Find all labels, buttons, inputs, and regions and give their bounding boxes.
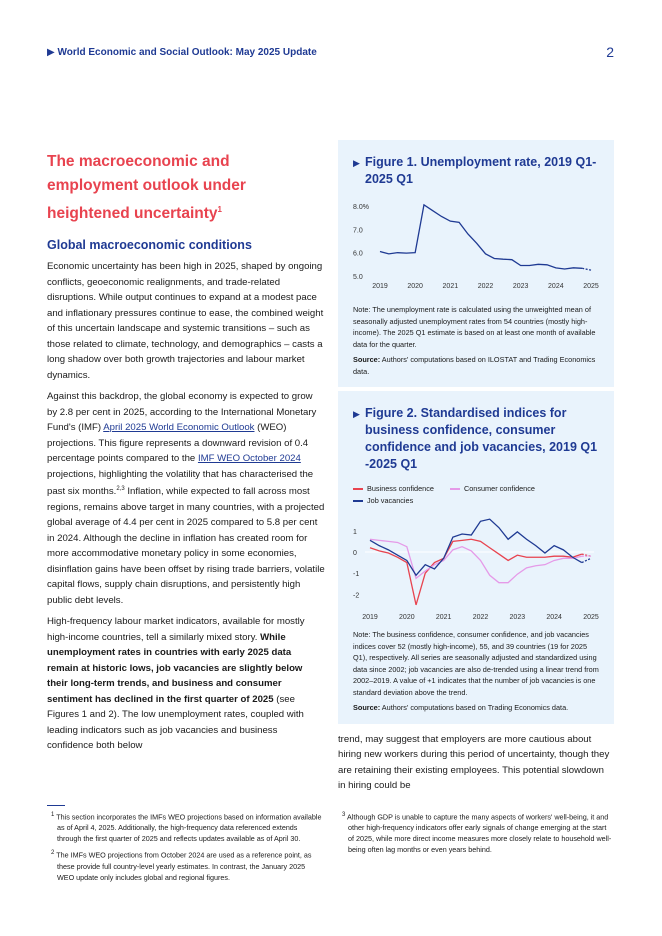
legend-item — [353, 484, 434, 493]
series-estimate-segment — [582, 268, 591, 270]
source-text: Authors' computations based on ILOSTAT and Trading Economics data. — [353, 355, 596, 376]
x-tick-label: 2024 — [548, 283, 564, 290]
left-column — [47, 150, 325, 760]
y-tick-label: 1 — [353, 528, 357, 536]
footnote-text: Although GDP is unable to capture the many aspects of workers' well-being, it and other high-frequency indicators offer early signals of change emerging at the start of 2025, while more direct income measures more closely relate to household well-being often lag months or even years behind. — [346, 812, 612, 855]
series-line-job-vacancies — [370, 519, 582, 575]
figure-2-note: Note: The business confidence, consumer confidence, and job vacancies indices cover 52 (mostly high-income), 55, and 39 countries (19 for 2025 Q1), respectively. All series are seasonally adjusted and standardized using data since 2002; job vacancies are also de-trended using a linear trend from 2002–2019. A value of +1 indicates that the number of job vacancies is one standard deviation above the trend. — [353, 630, 599, 697]
bold-text: While unemployment rates in countries with early 2025 data remain at historic lows, job vacancies are slightly below their long-term trends, and business and consumer sentiment has declined in the first quarter of 2025 — [47, 631, 303, 705]
x-tick-label: 2020 — [399, 614, 415, 621]
section-title-text: The macroeconomic and employment outlook under heightened uncertainty — [47, 153, 246, 223]
footnotes-left — [47, 810, 322, 887]
footnote-number: 1 — [51, 812, 55, 818]
y-tick-label: 5.0 — [353, 274, 363, 281]
x-tick-label: 2025 — [583, 614, 599, 621]
source-label: Source: — [353, 355, 381, 364]
footnote-text: The IMFs WEO projections from October 2024 are used as a reference point, as these provide full country-level yearly estimates. In contrast, the January 2025 WEO update only includes global and regional figures. — [56, 850, 312, 882]
footnote-divider — [47, 805, 65, 806]
series-line-unemployment-rate — [380, 205, 582, 269]
header-title: World Economic and Social Outlook: May 2025 Update — [57, 47, 317, 58]
x-tick-label: 2023 — [512, 283, 529, 290]
footnote-number: 3 — [342, 812, 346, 818]
y-tick-label: -2 — [353, 592, 360, 600]
figure-2-source — [353, 702, 600, 714]
page-number: 2 — [606, 44, 614, 60]
section-title — [47, 150, 325, 226]
figure-2-chart — [353, 511, 603, 623]
legend-label: Business confidence — [367, 484, 434, 493]
legend-swatch — [353, 488, 363, 490]
figure-1-note: Note: The unemployment rate is calculated using the unweighted mean of seasonally adjusted unemployment rates from 54 countries (mostly high-income). The 2025 Q1 estimate is based on at least one month of available data for the quarter. — [353, 305, 596, 349]
subsection-title: Global macroeconomic conditions — [47, 238, 252, 253]
text: High-frequency labour market indicators, available for mostly high-income countries, tell a similarly mixed story. — [47, 616, 305, 643]
x-tick-label: 2024 — [546, 614, 562, 621]
footnote-3 — [338, 810, 613, 855]
figure-1-source — [353, 354, 600, 377]
x-tick-label: 2021 — [442, 283, 459, 290]
x-tick-label: 2022 — [472, 614, 489, 621]
text: projections, highlighting the volatility that has characterised the past six months. — [47, 468, 314, 498]
paragraph: trend, may suggest that employers are more cautious about hiring new workers during this period of uncertainty, though they are retaining their existing employees. This potential slowdown in hiring could be — [338, 733, 610, 791]
legend-swatch — [450, 488, 460, 490]
footnote-ref[interactable]: 2,3 — [116, 486, 125, 493]
x-tick-label: 2023 — [509, 614, 526, 621]
y-tick-label: -1 — [353, 571, 360, 579]
figure-1-title: ▶ Figure 1. Unemployment rate, 2019 Q1-2025 Q1 — [353, 154, 600, 188]
y-tick-label: 8.0% — [353, 204, 369, 211]
text: (WEO) projections. This figure represents a downward revision of 0.4 percentage points compared to the — [47, 422, 309, 465]
x-tick-label: 2019 — [372, 283, 388, 290]
footnote-text: This section incorporates the IMFs WEO projections based on information available as of April 4, 2025. Additionally, the high-frequency data referenced extends through the first quarter of 2025 and reflects updates available as of April 30. — [56, 812, 322, 844]
footnote-ref[interactable]: 1 — [217, 205, 222, 214]
right-column — [338, 140, 614, 800]
legend-label: Job vacancies — [367, 496, 414, 505]
x-tick-label: 2021 — [435, 614, 452, 621]
y-tick-label: 7.0 — [353, 227, 363, 235]
footnotes-right — [338, 810, 613, 859]
source-text: Authors' computations based on Trading Economics data. — [380, 703, 569, 712]
y-tick-label: 0 — [353, 549, 357, 557]
footnote-number: 2 — [51, 850, 55, 857]
figure-2-panel — [338, 391, 614, 724]
figure-1-panel — [338, 140, 614, 387]
source-label: Source: — [353, 703, 381, 712]
paragraph — [47, 614, 325, 754]
series-estimate-segment — [582, 558, 591, 562]
text: Inflation, while expected to fall across most regions, remains above target in many countries, with a projected global average of 4.4 per cent in 2025 compared to 5.8 per cent in 2024. Although the decline in inflation has created room for more accommodative monetary policy in some economies, disinflation gains have been offset by rising trade barriers, volatile capital flows, supply chain disruptions, and persistently high public debt levels. — [47, 486, 325, 606]
x-tick-label: 2020 — [407, 283, 423, 290]
footnote-1 — [47, 810, 322, 844]
legend-item — [450, 484, 535, 493]
series-line-consumer-confidence — [370, 539, 582, 582]
x-tick-label: 2019 — [362, 614, 378, 621]
text: Against this backdrop, the global economy is expected to grow by 2.8 per cent in 2025, according to the International Monetary Fund's (IMF) — [47, 391, 317, 434]
legend-swatch — [353, 500, 363, 502]
legend-label: Consumer confidence — [463, 484, 535, 493]
paragraph: Economic uncertainty has been high in 2025, shaped by ongoing conflicts, geoeconomic realignments, and trade-related disruptions. While output continues to expand at a modest pace and inflationary pressures continue to ease, the combined weight of this uncertain landscape and systemic transitions – such as those related to climate, technology, and demographics – casts a long shadow over both growth trajectories and labour market dynamics. — [47, 261, 324, 381]
y-tick-label: 6.0 — [353, 250, 363, 258]
running-header: ▶ World Economic and Social Outlook: May 2025 Update — [47, 47, 317, 58]
figure-1-chart — [353, 198, 603, 298]
text: (see Figures 1 and 2). The low unemployment rates, coupled with leading indicators such as job vacancies and business confidence both below — [47, 693, 304, 752]
weo-october-link[interactable]: IMF WEO October 2024 — [197, 453, 301, 465]
legend-item — [353, 496, 413, 505]
footnote-2 — [47, 848, 322, 882]
figure-2-title: ▶ Figure 2. Standardised indices for business confidence, consumer confidence and job vacancies, 2019 Q1 -2025 Q1 — [353, 405, 600, 473]
figure-2-legend — [353, 483, 600, 507]
x-tick-label: 2022 — [477, 283, 494, 290]
x-tick-label: 2025 — [583, 283, 599, 290]
paragraph — [47, 389, 325, 608]
weo-april-link[interactable]: April 2025 World Economic Outlook — [103, 422, 255, 434]
